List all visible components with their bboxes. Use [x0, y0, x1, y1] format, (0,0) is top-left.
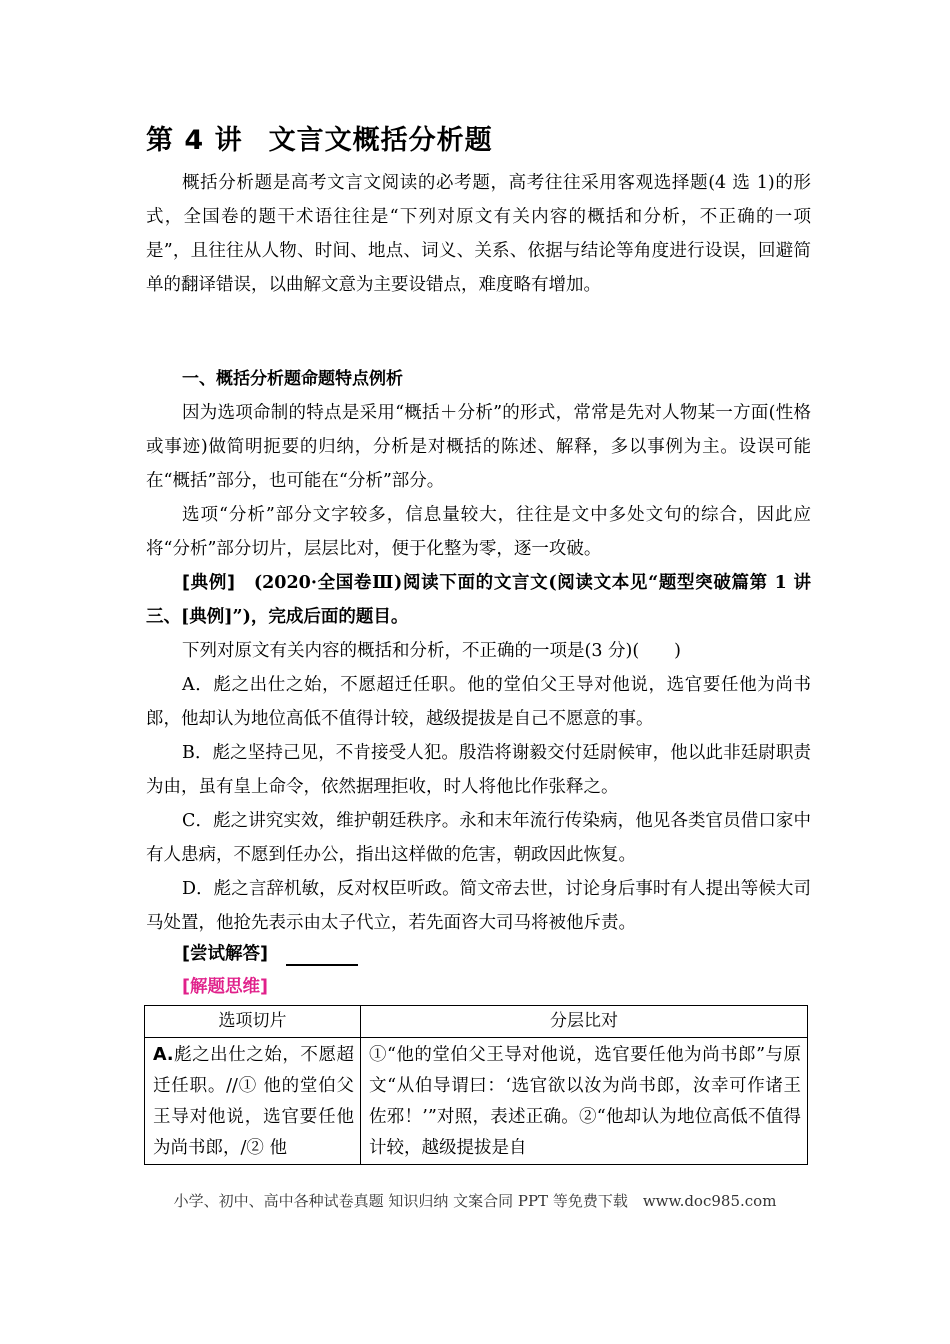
lecture-title: 文言文概括分析题 — [268, 125, 493, 156]
table-header-slice: 选项切片 — [145, 1006, 361, 1038]
option-letter: A. — [153, 1045, 174, 1065]
example-intro — [146, 566, 829, 634]
intro-paragraph: 概括分析题是高考文言文阅读的必考题，高考往往采用客观选择题(4 选 1)的形式，全国卷的题干术语往往是“下列对原文有关内容的概括和分析，不正确的一项是”，且往往从人物、时间、地点、词义、关系、依据与结论等角度进行设误，回避简单的翻译错误，以曲解文意为主要设错点，难度略有增加。 — [146, 173, 811, 295]
option-c: C．彪之讲究实效，维护朝廷秩序。永和末年流行传染病，他见各类官员借口家中有人患病，不愿到任办公，指出这样做的危害，朝政因此恢复。 — [146, 811, 811, 865]
example-source: (2020·全国卷Ⅲ)阅读下面的文言文(阅读文本见“题型突破篇第 1 讲 三、[典例]”)，完成后面的题目。 — [146, 573, 829, 627]
table-cell-compare: ①“他的堂伯父王导对他说，选官要任他为尚书郎”与原文“从伯导谓曰：‘选官欲以汝为尚书郎，汝幸可作诸王佐邪！’”对照，表述正确。②“他却认为地位高低不值得计较，越级提拔是自 — [361, 1038, 808, 1165]
try-answer-label: [尝试解答] — [182, 944, 268, 964]
option-a: A．彪之出仕之始，不愿超迁任职。他的堂伯父王导对他说，选官要任他为尚书郎，他却认为地位高低不值得计较，越级提拔是自己不愿意的事。 — [146, 675, 811, 729]
section-paragraph-2: 选项“分析”部分文字较多，信息量较大，往往是文中多处文句的综合，因此应将“分析”部分切片，层层比对，便于化整为零，逐一攻破。 — [146, 505, 811, 559]
comparison-table — [144, 1005, 808, 1165]
try-answer-line — [146, 937, 811, 971]
option-b: B．彪之坚持己见，不肯接受人犯。殷浩将谢毅交付廷尉候审，他以此非廷尉职责为由，虽有皇上命令，依然据理拒收，时人将他比作张释之。 — [146, 743, 811, 797]
table-row — [145, 1038, 808, 1165]
footer-text: 小学、初中、高中各种试卷真题 知识归纳 文案合同 PPT 等免费下载 www.doc985.com — [173, 1192, 777, 1210]
table-cell-slice — [145, 1038, 361, 1165]
lecture-number: 第 4 讲 — [146, 125, 243, 156]
example-question: 下列对原文有关内容的概括和分析，不正确的一项是(3 分)( ) — [182, 641, 682, 661]
thinking-line — [146, 970, 811, 1004]
page-title — [146, 118, 493, 157]
example-tag: [典例] — [182, 573, 235, 593]
answer-blank[interactable] — [286, 944, 358, 966]
thinking-label: [解题思维] — [182, 977, 268, 997]
section-heading: 一、概括分析题命题特点例析 — [182, 369, 403, 389]
option-d: D．彪之言辞机敏，反对权臣听政。简文帝去世，讨论身后事时有人提出等候大司马处置，他抢先表示由太子代立，若先面咨大司马将被他斥责。 — [146, 879, 811, 933]
section-paragraph-1: 因为选项命制的特点是采用“概括＋分析”的形式，常常是先对人物某一方面(性格或事迹)做简明扼要的归纳，分析是对概括的陈述、解释，多以事例为主。设误可能在“概括”部分，也可能在“分析”部分。 — [146, 403, 811, 491]
table-header-compare: 分层比对 — [361, 1006, 808, 1038]
table-header-row — [145, 1006, 808, 1038]
slice-text: 彪之出仕之始，不愿超迁任职。//① 他的堂伯父王导对他说，选官要任他为尚书郎，/② 他 — [153, 1045, 354, 1158]
